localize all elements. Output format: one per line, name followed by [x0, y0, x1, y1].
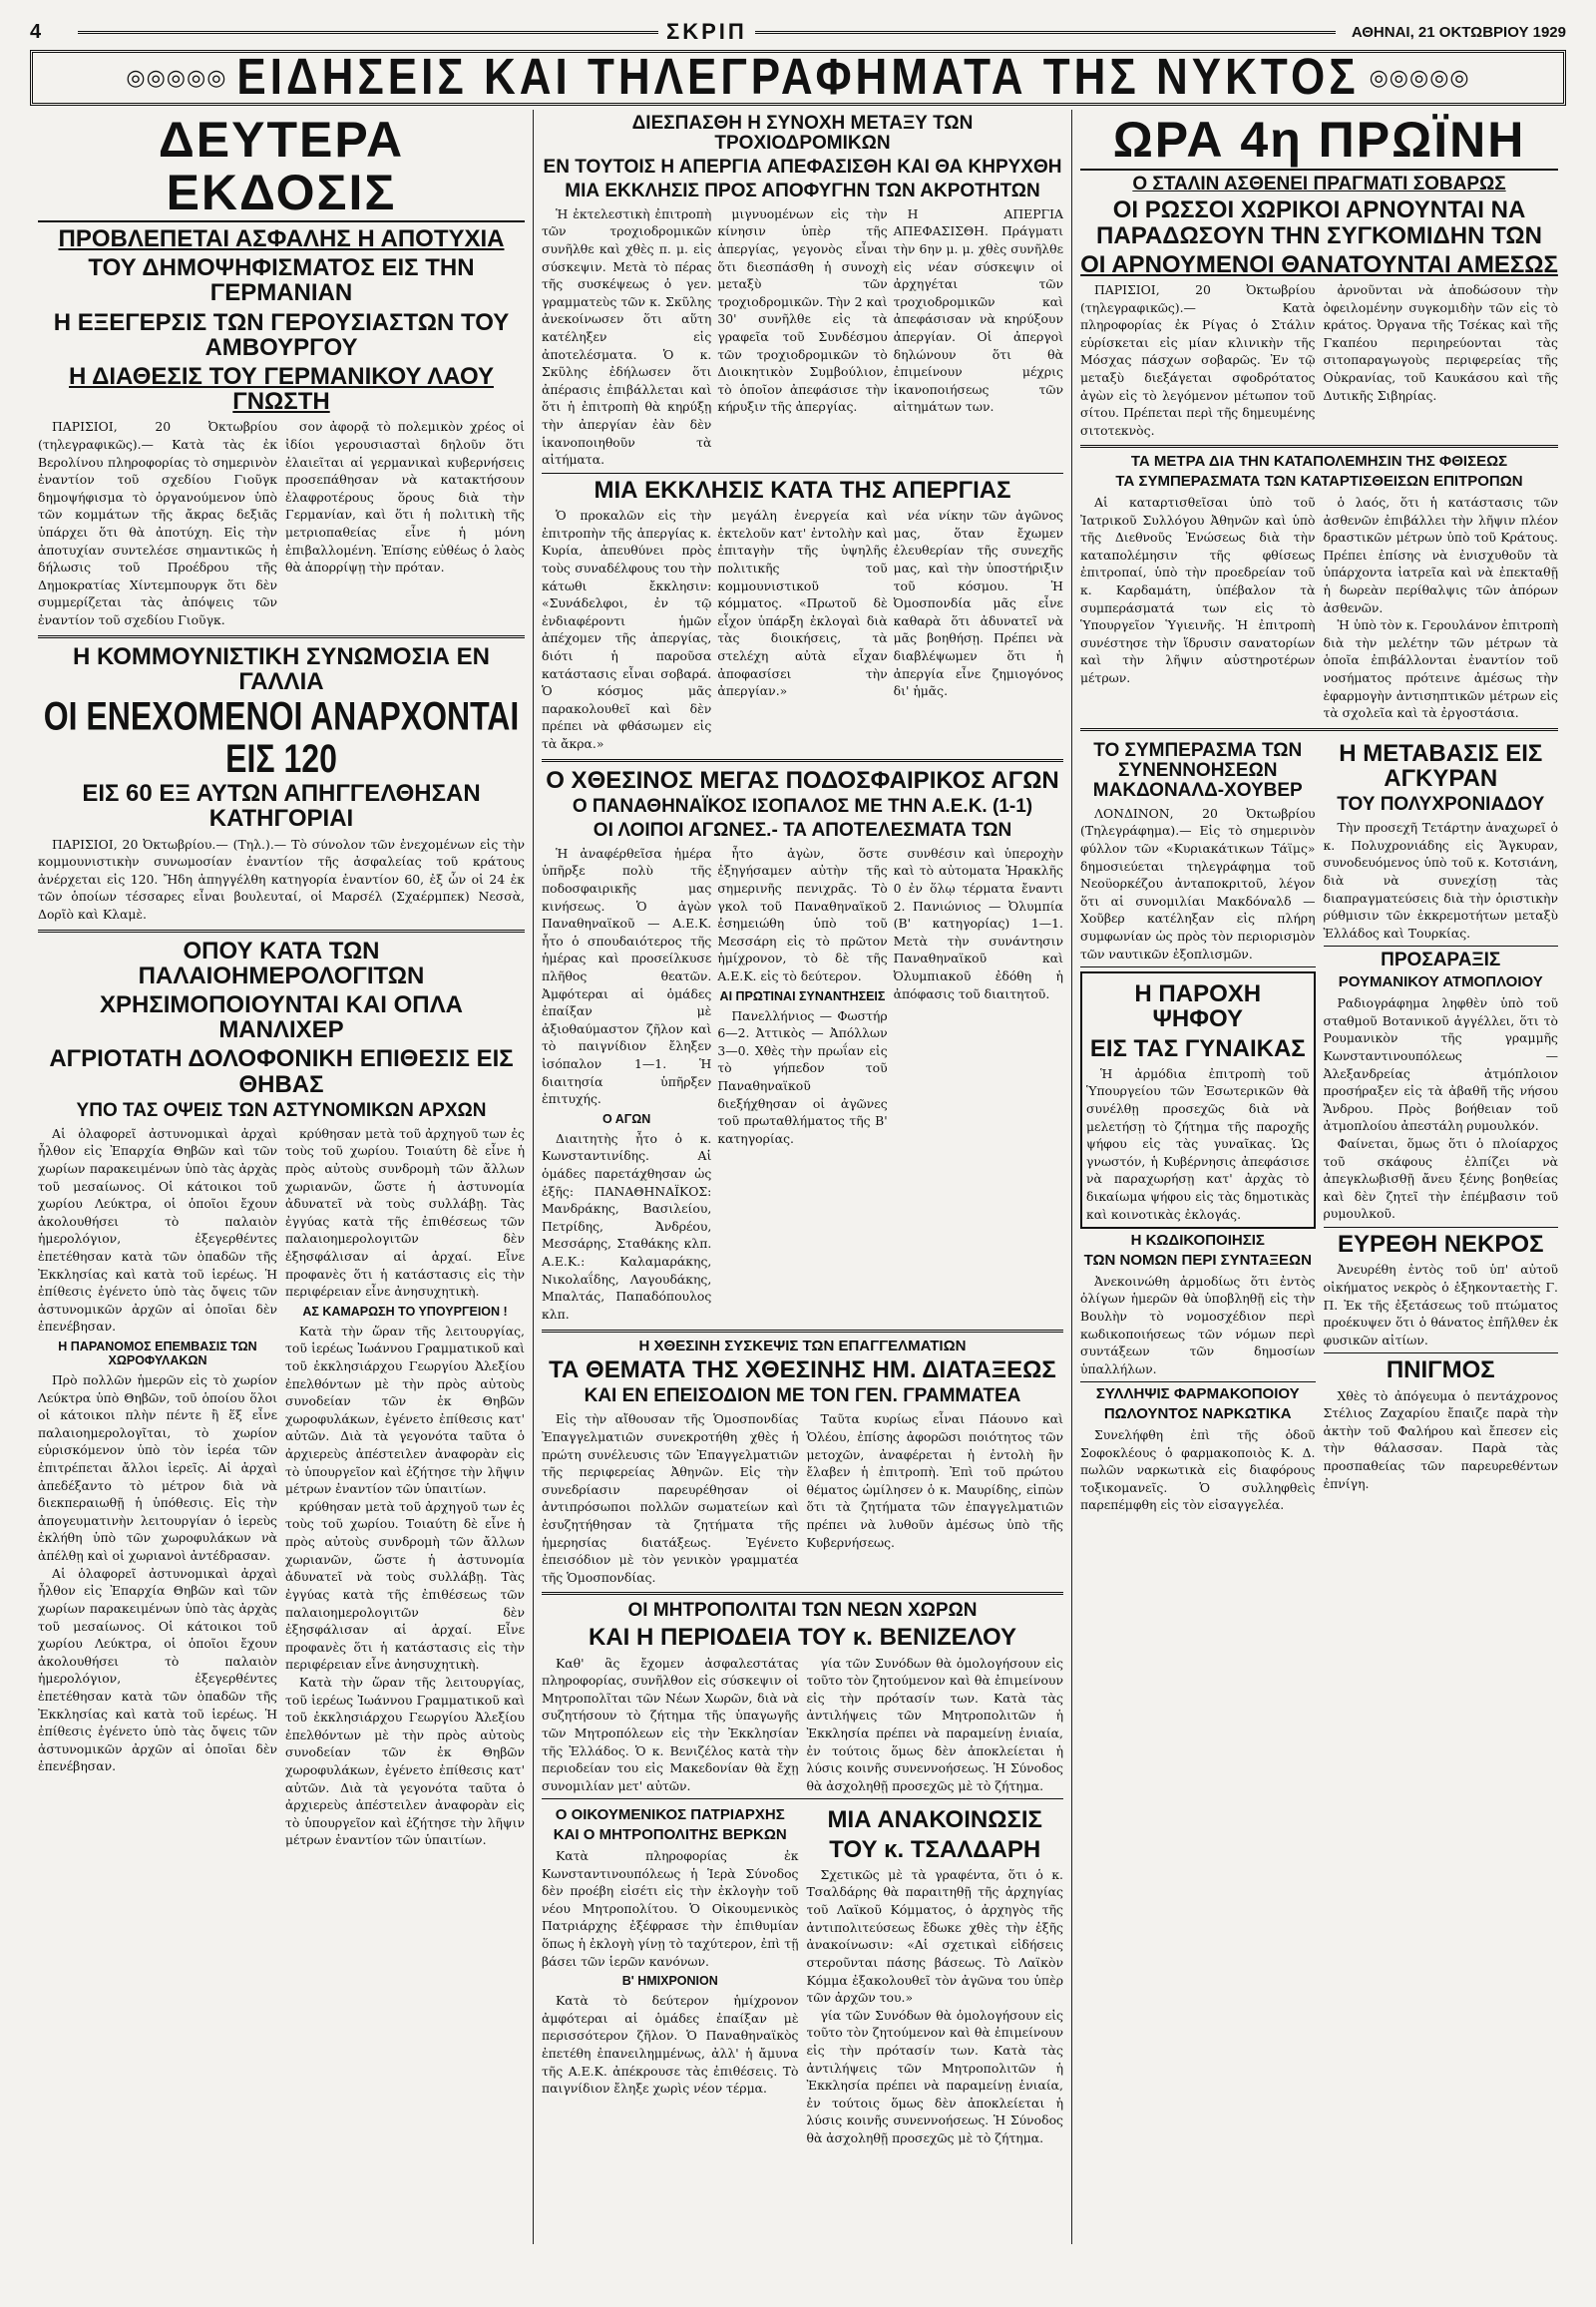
paragraph: Αἱ ὁλαφορεῖ ἀστυνομικαὶ ἀρχαὶ ἦλθον εἰς Ἐπαρχία Θηβῶν καὶ τῶν χωρίων παρακειμένων ὑπὸ τὰς ἀρχὰς τοῦ μεσαίωνος. Οἱ κάτοικοι τοῦ χωρίου Λεύκτρα, οἱ ὁποῖοι ἔχουν ἀκολουθήσει τὸ παλαιὸν ἡμερολόγιον, ἐξεγερθέντες ἐπετέθησαν κατὰ τῶν ὀπαδῶν τῆς Ἐκκλησίας καὶ κατὰ τοῦ ἱερέως. Ἡ ἐπίθεσις ἐγένετο ὑπὸ τὰς ὄψεις τῶν ἀστυνομικῶν ἀρχῶν αἱ ὁποῖαι δὲν ἐπενέβησαν. — [38, 1565, 277, 1774]
article-found-dead — [1324, 1232, 1559, 1348]
paragraph: Καθ' ἃς ἔχομεν ἀσφαλεστάτας πληροφορίας, συνῆλθον εἰς σύσκεψιν οἱ Μητροπολῖται τῶν Νέων Χωρῶν, διὰ νὰ συζητήσουν τὸ ζήτημα τῆς ὑπαγωγῆς τῶν Μητροπόλεων εἰς τὴν Ἐκκλησίαν τῆς Ἑλλάδος. Ὁ κ. Βενιζέλος κατὰ τὴν περιοδείαν του εἰς Μακεδονίαν θὰ ἔχῃ συνομιλίαν μετ' αὐτῶν. — [542, 1655, 799, 1793]
paragraph: γία τῶν Συνόδων θὰ ὁμολογήσουν εἰς τοῦτο τὸν ζητούμενον καὶ θὰ ἐπιμείνουν εἰς τὴν πρότασίν των. Κατὰ τὰς ἀντιλήψεις τῶν Μητροπολιτῶν ἡ Ἐκκλησία πρέπει νὰ παραμείνῃ ἑνιαία, ἐν τούτοις ὅμως δὲν ἀποκλείεται ἡ λύσις κοινῆς συνεννοήσεως. Ἡ Σύνοδος θὰ ἀσχοληθῇ προσεχῶς μὲ τὸ ζήτημα. — [806, 1655, 1063, 1793]
paragraph: ΠΑΡΙΣΙΟΙ, 20 Ὀκτωβρίου.— (Τηλ.).— Τὸ σύνολον τῶν ἐνεχομένων εἰς τὴν κομμουνιστικὴν συνωμοσίαν ἐναντίον τῆς ἀσφαλείας τοῦ κράτους ἀνέρχεται εἰς 120. Ἤδη ἀπηγγέλθη κατηγορία ἐναντίον 60, ἐξ ὧν οἱ 24 ἐκ τῶν ὁποίων τέσσαρες εἶναι βουλευταί, οἱ Μαρσέλ (Σχαέρμπεκ) Νεσσὰ, Δορῖὸ καὶ Κλαμὲ. — [38, 836, 525, 922]
paragraph: Πρὸ πολλῶν ἡμερῶν εἰς τὸ χωρίον Λεύκτρα ὑπὸ Θηβῶν, τοῦ ὁποίου ὅλοι οἱ κάτοικοι πλὴν πέντε ἢ ἕξ εἶνε παλαιοημερολογῖται, τὸ χωρίον εὑρισκόμενον ὑπὸ τὸν ἱερέα τῶν ἐπιτρέπεται ἄλλοι ἱερεῖς. Αἱ ἀρχαὶ ἀπεδέξαντο τὸ μέτρον διὰ νὰ διεκπεραιωθῇ ἡ ὑπόθεσις. Εἰς τὴν ἀπογευματινὴν λειτουργίαν ὁ ἱερεὺς ἐκλήθη ὑπὸ τῶν χωροφυλάκων νὰ ἀπέλθῃ καὶ οἱ χωριανοὶ ἀντέδρασαν. — [38, 1371, 277, 1564]
headline: ΚΑΙ Η ΠΕΡΙΟΔΕΙΑ ΤΟΥ κ. ΒΕΝΙΖΕΛΟΥ — [589, 1624, 1016, 1652]
headline: ΚΑΙ ΕΝ ΕΠΕΙΣΟΔΙΟΝ ΜΕ ΤΟΝ ΓΕΝ. ΓΡΑΜΜΑΤΕΑ — [584, 1385, 1021, 1407]
headline: ΧΡΗΣΙΜΟΠΟΙΟΥΝΤΑΙ ΚΑΙ ΟΠΛΑ ΜΑΝΛΙΧΕΡ — [100, 990, 463, 1044]
article-communist-plot — [38, 644, 525, 924]
headline: ΤΟΥ κ. ΤΣΑΛΔΑΡΗ — [829, 1835, 1041, 1863]
paragraph: ΠΑΡΙΣΙΟΙ, 20 Ὀκτωβρίου (τηλεγραφικῶς).— Κατὰ τὰς ἐκ Βερολίνου πληροφορίας τὸ σημερινὸν ἐναντίον τοῦ σχεδίου Γιοῦγκ δημοψήφισμα τὸ ὀργανούμενον ὑπὸ τῶν κομμάτων τῆς ἄκρας δεξιᾶς ὑπάρχει ὅτι θὰ ἀποτύχη. Εἰς τὴν ἀποτυχίαν συντελέσε σημαντικῶς ἡ δήλωσις τοῦ Προέδρου τῆς Δημοκρατίας Χίντεμπουργκ ὅτι δὲν συμμερίζεται τὰς ἀπόψεις τῶν ἐναντίον τοῦ σχεδίου Γιοῦγκ. — [38, 419, 277, 628]
divider — [1324, 1227, 1559, 1228]
headline: ΠΡΟΒΛΕΠΕΤΑΙ ΑΣΦΑΛΗΣ Η ΑΠΟΤΥΧΙΑ — [58, 225, 505, 252]
issue-date: ΑΘΗΝΑΙ, 21 ΟΚΤΩΒΡΙΟΥ 1929 — [1351, 23, 1566, 41]
section-banner — [30, 50, 1566, 106]
paragraph: Ὁ προκαλῶν εἰς τὴν ἐπιτροπὴν τῆς ἀπεργίας κ. Κυρία, ἀπευθύνει πρὸς τοὺς συναδέλφους του τὴν κάτωθι ἔκκλησιν: «Συνάδελφοι, ἐν τῷ ἐνδιαφέροντι ἡμῶν ἀπέχομεν τῆς ἀπεργίας, διότι ἡ παροῦσα κατάστασις εἶναι σοβαρά. Ὁ κόσμος μᾶς παρακολουθεῖ καὶ δὲν πρέπει νὰ φθάσωμεν εἰς τὰ ἄκρα.» — [542, 508, 712, 751]
paragraph: κρύθησαν μετὰ τοῦ ἀρχηγοῦ των ἐς τοὺς τοῦ χωρίου. Τοιαύτη δὲ εἶνε ἡ πρὸς αὐτοὺς συνδρομὴ τῶν ἄλλων χωριανῶν, ὥστε ἡ ἀστυνομία ἀδυνατεῖ νὰ τοὺς συλλάβῃ. Τὰς ἐγγύας κατὰ τῆς ἐπιθέσεως τῶν παλαιοημερολογιτῶν δὲν ἐξησφάλισαν αἱ ἀρχαί. Εἶνε προφανὲς ὅτι ἡ κατάστασις εἰς τὴν περιφέρειαν εἶνε ἀνησυχητικὴ. — [285, 1125, 525, 1300]
article-body — [542, 1410, 1063, 1586]
paragraph: Φαίνεται, ὅμως ὅτι ὁ πλοίαρχος τοῦ σκάφους ἐλπίζει νὰ ἀπεγκλωβισθῇ ἄνευ ξένης βοηθείας καὶ δὲν ζητεῖ τὴν ἐπέμβασιν τοῦ ρυμουλκοῦ. — [1323, 1136, 1558, 1222]
paragraph: νέα νίκην τῶν ἀγῶνος μας, ὅταν ἔχωμεν ἐλευθερίαν τῆς συνεχῆς μας, καὶ τὴν ὑποστήριξιν τοῦ κόσμου. Ἡ Ὀμοσπονδία μᾶς εἶνε καθαρὰ ὅτι ἀδυνατεῖ νὰ μᾶς βοηθήσῃ. Πρέπει νὰ διαβλέψωμεν ὅτι ἡ ἀπεργία εἶνε ζημιογόνος δι' ἡμᾶς. — [893, 508, 1063, 699]
divider — [38, 930, 525, 933]
paragraph: γία τῶν Συνόδων θὰ ὁμολογήσουν εἰς τοῦτο τὸν ζητούμενον καὶ θὰ ἐπιμείνουν εἰς τὴν πρότασίν των. Κατὰ τὰς ἀντιλήψεις τῶν Μητροπολιτῶν ἡ Ἐκκλησία πρέπει νὰ παραμείνῃ ἑνιαία, ἐν τούτοις ὅμως δὲν ἀποκλείεται ἡ λύσις κοινῆς συνεννοήσεως. Ἡ Σύνοδος θὰ ἀσχοληθῇ προσεχῶς μὲ τὸ ζήτημα. — [806, 2007, 1063, 2145]
page-number: 4 — [30, 20, 42, 43]
article-patriarch — [542, 1803, 799, 2146]
paragraph: Κατὰ τὴν ὥραν τῆς λειτουργίας, τοῦ ἱερέως Ἰωάννου Γραμματικοῦ καὶ τοῦ ἐκκλησιάρχου Γεωργίου Ἀλεξίου ἐπελθόντων μὲ τὴν πρὸς αὐτοὺς συνοδείαν τῶν ἐκ Θηβῶν χωροφυλάκων, ἐγένετο ἐπίθεσις κατ' αὐτῶν. Διὰ τὰ γεγονότα ταῦτα ὁ ἀρχιερεὺς ἀπέστειλεν ἀναφορὰν εἰς τὸ ὑπουργεῖον καὶ ἐζήτησε τὴν λῆψιν μέτρων ἐναντίον τῶν ὑπαιτίων. — [285, 1674, 525, 1848]
article-body — [542, 507, 1063, 753]
headline: ΠΡΟΣΑΡΑΞΙΣ — [1381, 950, 1501, 971]
divider — [1080, 728, 1558, 731]
headline: Ο ΠΑΝΑΘΗΝΑΪΚΟΣ ΙΣΟΠΑΛΟΣ ΜΕ ΤΗΝ Α.Ε.Κ. (1-1) — [572, 795, 1033, 817]
article-womens-vote — [1080, 971, 1316, 1229]
headline: ΟΙ ΜΗΤΡΟΠΟΛΙΤΑΙ ΤΩΝ ΝΕΩΝ ΧΩΡΩΝ — [627, 1600, 978, 1622]
divider — [1324, 1352, 1559, 1353]
subheading: ΑΣ ΚΑΜΑΡΩΣΗ ΤΟ ΥΠΟΥΡΓΕΙΟΝ ! — [302, 1304, 508, 1319]
paragraph: Διαιτητὴς ἦτο ὁ κ. Κωνσταντινίδης. Αἱ ὁμάδες παρετάχθησαν ὡς ἑξῆς: ΠΑΝΑΘΗΝΑΪΚΟΣ: Μανδράκης, Βασιλείου, Πετρίδης, Ἀνδρέου, Μεσσάρης, Σταθάκης κλπ. Α.Ε.Κ.: Καλαμαράκης, Νικολαΐδης, Λαγουδάκης, Μπαλτάς, Παπαδόπουλος κλπ. — [542, 1130, 712, 1322]
article-body — [542, 845, 1063, 1324]
article-body — [542, 1655, 1063, 1795]
paragraph: μιγνυομένων εἰς τὴν κίνησιν ὑπὲρ τῆς ἀπεργίας, γεγονὸς εἶναι ὅτι διεσπάσθη ἡ συνοχὴ μεταξὺ τῶν τροχιοδρομικῶν. Τὴν 2 καὶ 30' συνῆλθε εἰς τὰ γραφεῖα τοῦ Συνδέσμου τῶν τροχιοδρομικῶν τὸ Διοικητικὸν Συμβούλιον, τὸ ὁποῖον ἀπεφάσισε τὴν κήρυξιν τῆς ἀπεργίας. — [717, 205, 888, 415]
divider — [542, 1330, 1063, 1333]
divider — [542, 759, 1063, 762]
headline: ΕΥΡΕΘΗ ΝΕΚΡΟΣ — [1338, 1231, 1544, 1259]
paragraph: Κατὰ τὴν ὥραν τῆς λειτουργίας, τοῦ ἱερέως Ἰωάννου Γραμματικοῦ καὶ τοῦ ἐκκλησιάρχου Γεωργίου Ἀλεξίου ἐπελθόντων μὲ τὴν πρὸς αὐτοὺς συνοδείαν τῶν ἐκ Θηβῶν χωροφυλάκων, ἐγένετο ἐπίθεσις κατ' αὐτῶν. Διὰ τὰ γεγονότα ταῦτα ὁ ἀρχιερεὺς ἀπέστειλεν ἀναφορὰν εἰς τὸ ὑπουργεῖον καὶ ἐζήτησε τὴν λῆψιν μέτρων ἐναντίον τῶν ὑπαιτίων. — [285, 1323, 525, 1497]
paragraph: Κατὰ πληροφορίας ἐκ Κωνσταντινουπόλεως ἡ Ἱερὰ Σύνοδος δὲν προέβη εἰσέτι εἰς τὴν ἐκλογὴν τοῦ νέου Μητροπολίτου. Ὁ Οἰκουμενικὸς Πατριάρχης ἐξέφρασε τὴν ἐπιθυμίαν ὅπως ἡ ἐκλογὴ γίνῃ τὸ ταχύτερον, ἐπὶ τῇ βάσει τῶν ἱερῶν κανόνων. — [542, 1847, 799, 1969]
divider — [38, 635, 525, 638]
headline: ΠΩΛΟΥΝΤΟΣ ΝΑΡΚΩΤΙΚΑ — [1103, 1405, 1292, 1423]
headline: ΟΙ ΑΡΝΟΥΜΕΝΟΙ ΘΑΝΑΤΟΥΝΤΑΙ ΑΜΕΣΩΣ — [1080, 250, 1558, 278]
paragraph: Ἀνεκοινώθη ἀρμοδίως ὅτι ἐντὸς ὀλίγων ἡμερῶν θὰ ὑποβληθῇ εἰς τὴν Βουλὴν τὸ νομοσχέδιον περὶ κωδικοποιήσεως τῶν νόμων περὶ συντάξεων τῶν δημοσίων ὑπαλλήλων. — [1080, 1273, 1316, 1376]
headline: ΤΟΥ ΔΗΜΟΨΗΦΙΣΜΑΤΟΣ ΕΙΣ ΤΗΝ ΓΕΡΜΑΝΙΑΝ — [88, 254, 475, 307]
paragraph: ἀρνοῦνται νὰ ἀποδώσουν τὴν ὀφειλομένην συγκομιδὴν τῶν εἰς τὸ κράτος. Ὀργανα τῆς Τσέκας καὶ τῆς Γκαπέου περιηρεύονται τὰς σιτοπαραγωγοὺς περιφερείας τῆς Οὐκρανίας, τοῦ Καυκάσου καὶ τῆς Δυτικῆς Σιβηρίας. — [1323, 282, 1558, 403]
paragraph: ὁ λαός, ὅτι ἡ κατάστασις τῶν ἀσθενῶν ἐπιβάλλει τὴν λῆψιν πλέον δραστικῶν μέτρων ὑπὸ τοῦ Κράτους. Πρέπει ἐπίσης νὰ ἐνισχυθοῦν τὰ ὑπάρχοντα ἰατρεῖα καὶ νὰ ἐπεκταθῇ ἡ δωρεὰν περίθαλψις τῶν ἀπόρων ἀσθενῶν. — [1323, 494, 1558, 615]
headline: ΤΑ ΣΥΜΠΕΡΑΣΜΑΤΑ ΤΩΝ ΚΑΤΑΡΤΙΣΘΕΙΣΩΝ ΕΠΙΤΡΟΠΩΝ — [1115, 473, 1523, 491]
divider — [1080, 445, 1558, 448]
article-professionals — [542, 1339, 1063, 1587]
headline: ΥΠΟ ΤΑΣ ΟΨΕΙΣ ΤΩΝ ΑΣΤΥΝΟΜΙΚΩΝ ΑΡΧΩΝ — [76, 1099, 487, 1121]
divider — [1080, 966, 1316, 967]
headline: Η ΧΘΕΣΙΝΗ ΣΥΣΚΕΨΙΣ ΤΩΝ ΕΠΑΓΓΕΛΜΑΤΙΩΝ — [638, 1337, 967, 1354]
headline: ΤΟ ΣΥΜΠΕΡΑΣΜΑ ΤΩΝ ΣΥΝΕΝΝΟΗΣΕΩΝ ΜΑΚΔΟΝΑΛΔ-ΧΟΥΒΕΡ — [1092, 739, 1303, 801]
article-body — [1080, 494, 1558, 722]
ornament-icon: ◎◎◎◎◎ — [126, 65, 227, 91]
masthead — [30, 20, 1566, 44]
divider — [542, 1798, 1063, 1799]
headline: ΕΙΣ ΤΑΣ ΓΥΝΑΙΚΑΣ — [1089, 1034, 1306, 1062]
article-tuberculosis — [1080, 454, 1558, 721]
article-body — [542, 205, 1063, 469]
paragraph: Η ΑΠΕΡΓΙΑ ΑΠΕΦΑΣΙΣΘΗ. Πράγματι τὴν 6ην μ. μ. χθὲς συνῆλθε εἰς νέαν σύσκεψιν οἱ ἀρχηγέται τῶν τροχιοδρομικῶν καὶ ἀπεφάσισαν νὰ κηρύξουν ἀπεργίαν. Οἱ ἀπεργοὶ δηλώνουν ὅτι θὰ ἐπιμείνουν μέχρις ἱκανοποιήσεως τῶν αἰτημάτων των. — [893, 205, 1063, 415]
column-middle — [534, 110, 1072, 2244]
headline: ΜΙΑ ΑΝΑΚΟΙΝΩΣΙΣ — [827, 1806, 1042, 1834]
headline: ΚΑΙ Ο ΜΗΤΡΟΠΟΛΙΤΗΣ ΒΕΡΚΩΝ — [553, 1826, 787, 1844]
article-drowning — [1324, 1357, 1559, 1492]
subheading: Η ΠΑΡΑΝΟΜΟΣ ΕΠΕΜΒΑΣΙΣ ΤΩΝ ΧΩΡΟΦΥΛΑΚΩΝ — [58, 1339, 257, 1367]
article-pharmacist — [1080, 1386, 1316, 1514]
headline: ΤΩΝ ΝΟΜΩΝ ΠΕΡΙ ΣΥΝΤΑΞΕΩΝ — [1083, 1252, 1312, 1269]
paragraph: Πανελλήνιος — Φωστήρ 6—2. Ἀττικὸς — Ἀπόλλων 3—0. Χθὲς τὴν πρωΐαν εἰς τὸ γήπεδον τοῦ Παναθηναϊκοῦ διεξήχθησαν οἱ ἀγῶνες τοῦ πρωταθλήματος τῆς Β' κατηγορίας. — [717, 1007, 888, 1146]
newspaper-page — [30, 20, 1566, 2264]
article-ankara — [1324, 741, 1559, 943]
paragraph: Ἡ ἀναφέρθεῖσα ἡμέρα ὑπῆρξε πολὺ τῆς ποδοσφαιρικῆς μας κινήσεως. Ὁ ἀγὼν Παναθηναϊκοῦ — Α.Ε.Κ. ἦτο ὁ σπουδαιότερος τῆς ἡμέρας καὶ προσείλκυσε πλῆθος θεατῶν. Ἀμφότεραι αἱ ὁμάδες ἐπαίξαν μὲ ἀξιοθαύμαστον ζῆλον καὶ τὸ παιγνίδιον ἔληξεν ἰσόπαλον 1—1. Ἡ διαιτησία ὑπῆρξεν ἐπιτυχής. — [542, 845, 712, 1107]
paragraph: Ἡ ἐκτελεστικὴ ἐπιτροπὴ τῶν τροχιοδρομικῶν συνῆλθε καὶ χθὲς π. μ. εἰς σύσκεψιν. Μετὰ τὸ πέρας τῆς συσκέψεως ὁ γεν. γραμματεὺς τῶν κ. Σκῦλης ἀνεκοίνωσεν ὅτι αὕτη κατέληξεν εἰς ἀποτελέσματα. Ὁ κ. Σκῦλης ἐδήλωσεν ὅτι ἀπέρασις ἐπιβάλλεται καὶ ὅτι ἡ ἐπιτροπὴ θὰ κηρύξῃ τὴν ἀπεργίαν ἐὰν δὲν ἱκανοποιηθοῦν τὰ αἰτήματα. — [542, 205, 712, 468]
headline: ΟΙ ΕΝΕΧΟΜΕΝΟΙ ΑΝΑΡΧΟΝΤΑΙ ΕΙΣ 120 — [43, 693, 520, 781]
headline: Η ΚΟΜΜΟΥΝΙΣΤΙΚΗ ΣΥΝΩΜΟΣΙΑ ΕΝ ΓΑΛΛΙΑ — [72, 642, 490, 695]
headline: ΟΙ ΛΟΙΠΟΙ ΑΓΩΝΕΣ.- ΤΑ ΑΠΟΤΕΛΕΣΜΑΤΑ ΤΩΝ — [593, 819, 1012, 841]
paragraph: Ραδιογράφημα ληφθὲν ὑπὸ τοῦ σταθμοῦ Βοτανικοῦ ἀγγέλλει, ὅτι τὸ Ρουμανικὸν τῆς γραμμῆς Κωνσταντινουπόλεως — Ἀλεξανδρείας ἀτμόπλοιον προσήραξεν εἰς τὰ ἀβαθῆ τῆς νήσου Ἄνδρου. Πρὸς βοήθειαν τοῦ ἀτμοπλοίου ἀπεστάλη ρυμουλκόν. — [1323, 995, 1558, 1134]
headline: ΕΙΣ 60 ΕΞ ΑΥΤΩΝ ΑΠΗΓΓΕΛΘΗΣΑΝ ΚΑΤΗΓΟΡΙΑΙ — [82, 780, 481, 833]
headline: Η ΠΑΡΟΧΗ ΨΗΦΟΥ — [1134, 980, 1262, 1033]
headline: ΡΟΥΜΑΝΙΚΟΥ ΑΤΜΟΠΛΟΙΟΥ — [1338, 973, 1543, 991]
article-body — [38, 418, 525, 628]
headline: ΜΙΑ ΕΚΚΛΗΣΙΣ ΠΡΟΣ ΑΠΟΦΥΓΗΝ ΤΩΝ ΑΚΡΟΤΗΤΩΝ — [565, 180, 1040, 201]
paragraph: Ἀνευρέθη ἐντὸς τοῦ ὑπ' αὐτοῦ οἰκήματος νεκρὸς ὁ ἑξηκονταετὴς Γ. Π. Ἐκ τῆς ἐξετάσεως τοῦ πτώματος προέκυψεν ὅτι ὁ θάνατος ἐπῆλθεν ἐκ φυσικῶν αἰτίων. — [1323, 1262, 1558, 1347]
masthead-rule — [78, 31, 658, 34]
divider — [542, 473, 1063, 474]
column-left — [30, 110, 534, 2244]
paragraph: κρύθησαν μετὰ τοῦ ἀρχηγοῦ των ἐς τοὺς τοῦ χωρίου. Τοιαύτη δὲ εἶνε ἡ πρὸς αὐτοὺς συνδρομὴ τῶν ἄλλων χωριανῶν, ὥστε ἡ ἀστυνομία ἀδυνατεῖ νὰ τοὺς συλλάβῃ. Τὰς ἐγγύας κατὰ τῆς ἐπιθέσεως τῶν παλαιοημερολογιτῶν δὲν ἐξησφάλισαν αἱ ἀρχαί. Εἶνε προφανὲς ὅτι ἡ κατάστασις εἰς τὴν περιφέρειαν εἶνε ἀνησυχητικὴ. — [285, 1498, 525, 1673]
article-stalin — [1080, 175, 1558, 440]
paragraph: μεγάλη ἐνεργεία καὶ ἐκτελοῦν κατ' ἐντολὴν καὶ ἐπιταγὴν τῆς ὑψηλῆς πολιτικῆς τοῦ κομμουνιστικοῦ κόμματος. «Πρωτοῦ δὲ εἶχον ὑπάρξη ἐκλογαὶ διὰ τὰς διοικήσεις, τὰ στελέχη αὐτὰ εἶχαν ἀποφασίσει τὴν ἀπεργίαν.» — [717, 508, 888, 699]
paragraph: Εἰς τὴν αἴθουσαν τῆς Ὁμοσπονδίας Ἐπαγγελματιῶν συνεκροτήθη χθὲς ἡ πρώτη συνέλευσις τῶν Ἐπαγγελματιῶν τῆς περιφερείας Ἀθηνῶν. Εἰς τὴν συνεδρίασιν παρευρέθησαν οἱ ἀντιπρόσωποι πολλῶν σωματείων καὶ ἐσυζητήθησαν τὰ ζητήματα τῆς ἡμερησίας διατάξεως. Ἐγένετο ἐπεισόδιον μὲ τὸν γενικὸν γραμματέα τῆς Ὁμοσπονδίας. — [542, 1411, 799, 1585]
divider — [1080, 1381, 1316, 1382]
paper-name: ΣΚΡΙΠ — [666, 19, 747, 44]
paragraph: Σχετικῶς μὲ τὰ γραφέντα, ὅτι ὁ κ. Τσαλδάρης θὰ παραιτηθῇ τῆς ἀρχηγίας τοῦ Λαϊκοῦ Κόμματος, ὁ ἀρχηγὸς τῆς ἀντιπολιτεύσεως ἔδωκε χθὲς τὴν ἑξῆς ἀνακοίνωσιν: «Αἱ σχετικαὶ εἰδήσεις στεροῦνται πάσης βάσεως. Τὸ Λαϊκὸν Κόμμα ἐξακολουθεῖ τὸν ἀγῶνα του ὑπὲρ τῶν ἀρχῶν του.» — [806, 1866, 1063, 2006]
article-germany — [38, 226, 525, 629]
headline: Ο ΟΙΚΟΥΜΕΝΙΚΟΣ ΠΑΤΡΙΑΡΧΗΣ — [555, 1806, 785, 1824]
headline: ΟΠΟΥ ΚΑΤΑ ΤΩΝ ΠΑΛΑΙΟΗΜΕΡΟΛΟΓΙΤΩΝ — [138, 937, 425, 989]
paragraph: Ἡ ὑπὸ τὸν κ. Γερουλάνον ἐπιτροπὴ διὰ τὴν μελέτην τῶν μέτρων τὰ ὁποῖα ἐπιβάλλονται ἐναντίον τοῦ νοσήματος πρότεινε ἀμέσως τὴν ἐφαρμογὴν ἀντισηπτικῶν μέτρων εἰς τὰ σχολεῖα καὶ τὰ ἐργοστάσια. — [1323, 617, 1559, 721]
columns — [30, 110, 1566, 2244]
paragraph: Αἱ ὁλαφορεῖ ἀστυνομικαὶ ἀρχαὶ ἦλθον εἰς Ἐπαρχία Θηβῶν καὶ τῶν χωρίων παρακειμένων ὑπὸ τὰς ἀρχὰς τοῦ μεσαίωνος. Οἱ κάτοικοι τοῦ χωρίου Λεύκτρα, οἱ ὁποῖοι ἔχουν ἀκολουθήσει τὸ παλαιὸν ἡμερολόγιον, ἐξεγερθέντες ἐπετέθησαν κατὰ τῶν ὀπαδῶν τῆς Ἐκκλησίας καὶ κατὰ τοῦ ἱερέως. Ἡ ἐπίθεσις ἐγένετο ὑπὸ τὰς ὄψεις τῶν ἀστυνομικῶν ἀρχῶν αἱ ὁποῖαι δὲν ἐπενέβησαν. — [38, 1125, 277, 1335]
article-codification — [1080, 1233, 1316, 1377]
paragraph: σον ἀφορᾷ τὸ πολεμικὸν χρέος οἱ ἰδίοι γερουσιασταὶ δηλοῦν ὅτι ἐλαιεῖται αἱ γερμανικαὶ κυβερνήσεις προσεπάθησαν νὰ κατακτήσουν ἐλαφροτέρους ὅρους διὰ τὴν Γερμανίαν, καὶ ὅτι ἡ πολιτικὴ τῆς μετριοπαθείας εἶνε ἡ μόνη ἐπιβαλλομένη. Ἐπίσης εὐθέως ὁ λαὸς θὰ ἀπορρίψῃ τὴν πρόταν. — [285, 419, 525, 576]
paragraph: ΛΟΝΔΙΝΟΝ, 20 Ὀκτωβρίου (Τηλεγράφημα).— Εἰς τὸ σημερινὸν φύλλον τῶν «Κυριακάτικων Τάϊμς» δημοσιεύεται τηλεγράφημα τοῦ Νεοϋορκέζου ἀνταποκριτοῦ, λέγον ὅτι αἱ συνομιλίαι Μακδόναλδ — Χοῦβερ κατέληξαν εἰς πλήρη συμφωνίαν ὡς πρὸς τὸν περιορισμὸν τῶν ναυτικῶν ἐξοπλισμῶν. — [1080, 805, 1316, 961]
paragraph: ΠΑΡΙΣΙΟΙ, 20 Ὀκτωβρίου (τηλεγραφικῶς).— Κατὰ πληροφορίας ἐκ Ρίγας ὁ Στάλιν εὑρίσκεται εἰς μίαν κλινικὴν τῆς Μόσχας πάσχων σοβαρῶς. Ἐν τῷ μεταξὺ διεξάγεται σφοδρότατος ἀγὼν εἰς τὸ λεγόμενον μέτωπον τοῦ σίτου. Πρέπεται περὶ τῆς δημευμένης σιτοτεκνὸς. — [1080, 282, 1316, 438]
headline: ΜΙΑ ΕΚΚΛΗΣΙΣ ΚΑΤΑ ΤΗΣ ΑΠΕΡΓΙΑΣ — [594, 476, 1011, 504]
headline: ΔΙΕΣΠΑΣΘΗ Η ΣΥΝΟΧΗ ΜΕΤΑΞΥ ΤΩΝ ΤΡΟΧΙΟΔΡΟΜΙΚΩΝ — [631, 113, 974, 154]
article-body — [38, 1125, 525, 1849]
headline: Ο ΣΤΑΛΙΝ ΑΣΘΕΝΕΙ ΠΡΑΓΜΑΤΙ ΣΟΒΑΡΩΣ — [1132, 173, 1506, 194]
headline: ΣΥΛΛΗΨΙΣ ΦΑΡΜΑΚΟΠΟΙΟΥ — [1095, 1385, 1300, 1403]
divider — [542, 1592, 1063, 1595]
edition-kicker: ΩΡΑ 4η ΠΡΩΪΝΗ — [1080, 114, 1558, 171]
masthead-rule — [755, 31, 1336, 34]
headline: ΤΑ ΘΕΜΑΤΑ ΤΗΣ ΧΘΕΣΙΝΗΣ ΗΜ. ΔΙΑΤΑΞΕΩΣ — [549, 1356, 1056, 1384]
article-thebes — [38, 939, 525, 1849]
headline: Η ΕΞΕΓΕΡΣΙΣ ΤΩΝ ΓΕΡΟΥΣΙΑΣΤΩΝ ΤΟΥ ΑΜΒΟΥΡΓΟΥ — [53, 308, 510, 361]
headline: ΑΓΡΙΟΤΑΤΗ ΔΟΛΟΦΟΝΙΚΗ ΕΠΙΘΕΣΙΣ ΕΙΣ ΘΗΒΑΣ — [49, 1045, 514, 1098]
subheading: Ο ΑΓΩΝ — [602, 1111, 651, 1126]
article-body — [1080, 281, 1558, 439]
article-football — [542, 768, 1063, 1324]
article-macdonald-hoover — [1080, 741, 1316, 962]
lower-row — [542, 1803, 1063, 2146]
paragraph: Αἱ καταρτισθεῖσαι ὑπὸ τοῦ Ἰατρικοῦ Συλλόγου Ἀθηνῶν καὶ ὑπὸ τῆς Διεθνοῦς Ἐνώσεως διὰ τὴν καταπολέμησιν τῆς φθίσεως ἐπιτροπαί, ὑπὸ τὴν προεδρείαν τοῦ κ. Καρδαμάτη, ὑπέβαλον τὰ συμπεράσματά των εἰς τὸ Ὑπουργεῖον Ὑγιεινῆς. Ἡ ἐπιτροπὴ συνέστησε τὴν ἵδρυσιν σανατορίων καὶ τὴν λῆψιν αὐστηροτέρων μέτρων. — [1080, 494, 1316, 686]
paragraph: συνθέσιν καὶ ὑπεροχὴν καὶ τὸ αὐτοματα Ἡρακλῆς 0 ἐν ὅλῳ τέρματα ἔναντι 2. Πανιώνιος — Ὀλυμπία (Β' κατηγορίας) 1—1. Μετὰ τὴν συνάντησιν Παναθηναϊκοῦ καὶ Ὀλυμπιακοῦ ἐδόθη ἡ ἀπόφασις τοῦ διαιτητοῦ. — [893, 845, 1063, 1001]
headline: ΤΟΥ ΠΟΛΥΧΡΟΝΙΑΔΟΥ — [1337, 794, 1545, 816]
column-right — [1072, 110, 1566, 2244]
paragraph: Χθὲς τὸ ἀπόγευμα ὁ πεντάχρονος Στέλιος Ζαχαρίου ἔπαιζε παρὰ τὴν ἀκτὴν τοῦ Φαλήρου καὶ ἔπεσεν εἰς τὴν θάλασσαν. Παρὰ τὰς προσπαθείας τῶν παρευρεθέντων ἐπνίγη. — [1323, 1387, 1558, 1491]
headline: Η ΔΙΑΘΕΣΙΣ ΤΟΥ ΓΕΡΜΑΝΙΚΟΥ ΛΑΟΥ ΓΝΩΣΤΗ — [69, 362, 494, 416]
headline: ΕΝ ΤΟΥΤΟΙΣ Η ΑΠΕΡΓΙΑ ΑΠΕΦΑΣΙΣΘΗ ΚΑΙ ΘΑ ΚΗΡΥΧΘΗ — [543, 156, 1062, 178]
lower-row — [1080, 737, 1558, 1514]
article-tram-strike — [542, 114, 1063, 469]
article-tsaldaris — [807, 1803, 1064, 2146]
ornament-icon: ◎◎◎◎◎ — [1369, 65, 1470, 91]
article-metropolitans — [542, 1601, 1063, 1794]
subheading: ΑΙ ΠΡΩΤΙΝΑΙ ΣΥΝΑΝΤΗΣΕΙΣ — [719, 988, 886, 1003]
subheading: Β' ΗΜΙΧΡΟΝΙΟΝ — [621, 1974, 718, 1989]
edition-kicker: ΔΕΥΤΕΡΑ ΕΚΔΟΣΙΣ — [38, 114, 525, 222]
divider — [1324, 946, 1559, 947]
headline: Η ΚΩΔΙΚΟΠΟΙΗΣΙΣ — [1130, 1232, 1265, 1250]
article-ship — [1324, 951, 1559, 1223]
paragraph: ἦτο ἀγὼν, ὅστε ἐξηγήσαμεν αὐτὴν τῆς σημερινῆς πενιχρᾶς. Τὸ γκολ τοῦ Παναθηναϊκοῦ ἐσημειώθη ὑπὸ τοῦ Μεσσάρη εἰς τὸ πρῶτον ἡμίχρονον, τὸ δὲ τῆς Α.Ε.Κ. εἰς τὸ δεύτερον. — [717, 845, 888, 983]
paragraph: Ταῦτα κυρίως εἶναι Πάουνο καὶ Ὁλέου, ἐπίσης ἀφορῶσι ποιότητος τῶν μετοχῶν, ἀναφέρεται ἡ ἐντολὴ ἣν ἔλαβεν ἡ ἐπιτροπὴ. Ἐπὶ τοῦ πρώτου θέματος ὡμίλησεν ὁ κ. Μαυρίδης, εἰπὼν ὅτι τὰ ζητήματα τῶν ἐπαγγελματιῶν πρέπει νὰ λυθοῦν ἀμέσως ὑπὸ τῆς Κυβερνήσεως. — [806, 1411, 1063, 1550]
headline: Ο ΧΘΕΣΙΝΟΣ ΜΕΓΑΣ ΠΟΔΟΣΦΑΙΡΙΚΟΣ ΑΓΩΝ — [546, 766, 1059, 794]
paragraph: Τὴν προσεχῆ Τετάρτην ἀναχωρεῖ ὁ κ. Πολυχρονιάδης εἰς Ἄγκυραν, συνοδευόμενος ὑπὸ τοῦ κ. Κοτσιάνη, διὰ νὰ συνεχίσῃ τὰς διαπραγματεύσεις διὰ τὴν ὁριστικὴν ρύθμισιν τῶν ἐκκρεμοτήτων μεταξὺ Ἑλλάδος καὶ Τουρκίας. — [1323, 820, 1558, 941]
headline: ΟΙ ΡΩΣΣΟΙ ΧΩΡΙΚΟΙ ΑΡΝΟΥΝΤΑΙ ΝΑ ΠΑΡΑΔΩΣΟΥΝ ΤΗΝ ΣΥΓΚΟΜΙΔΗΝ ΤΩΝ — [1096, 196, 1542, 249]
banner-title: ΕΙΔΗΣΕΙΣ ΚΑΙ ΤΗΛΕΓΡΑΦΗΜΑΤΑ ΤΗΣ ΝΥΚΤΟΣ — [236, 49, 1360, 106]
headline: ΤΑ ΜΕΤΡΑ ΔΙΑ ΤΗΝ ΚΑΤΑΠΟΛΕΜΗΣΙΝ ΤΗΣ ΦΘΙΣΕΩΣ — [1130, 453, 1508, 471]
paragraph: Συνελήφθη ἐπὶ τῆς ὁδοῦ Σοφοκλέους ὁ φαρμακοποιὸς Κ. Δ. πωλῶν ναρκωτικὰ εἰς διαφόρους τοξικομανεῖς. Ὁ συλληφθεὶς παρεπέμφθη εἰς τὸν εἰσαγγελέα. — [1080, 1426, 1316, 1513]
headline: ΠΝΙΓΜΟΣ — [1386, 1356, 1495, 1384]
headline: Η ΜΕΤΑΒΑΣΙΣ ΕΙΣ ΑΓΚΥΡΑΝ — [1339, 739, 1543, 793]
article-appeal — [542, 478, 1063, 753]
paragraph: Κατὰ τὸ δεύτερον ἡμίχρονον ἀμφότεραι αἱ ὁμάδες ἐπαίξαν μὲ περισσότερον ζῆλον. Ὁ Παναθηναϊκὸς ἐπετέθη ἐπανειλημμένως, ἀλλ' ἡ ἄμυνα τῆς Α.Ε.Κ. ἀπέκρουσε τὰς ἐπιθέσεις. Τὸ παιγνίδιον ἔληξε χωρὶς νέον τέρμα. — [542, 1993, 799, 2097]
paragraph: Ἡ ἀρμόδια ἐπιτροπὴ τοῦ Ὑπουργείου τῶν Ἐσωτερικῶν θὰ συνέλθῃ προσεχῶς διὰ νὰ μελετήσῃ τὸ ζήτημα τῆς παροχῆς ψήφου εἰς τὰς γυναῖκας. Ὡς γνωστόν, ἡ Κυβέρνησις ἀπεφάσισε νὰ παραχωρήσῃ κατ' ἀρχὰς τὸ δικαίωμα ψήφου εἰς τὰς δημοτικὰς καὶ κοινοτικὰς ἐκλογάς. — [1086, 1065, 1310, 1222]
